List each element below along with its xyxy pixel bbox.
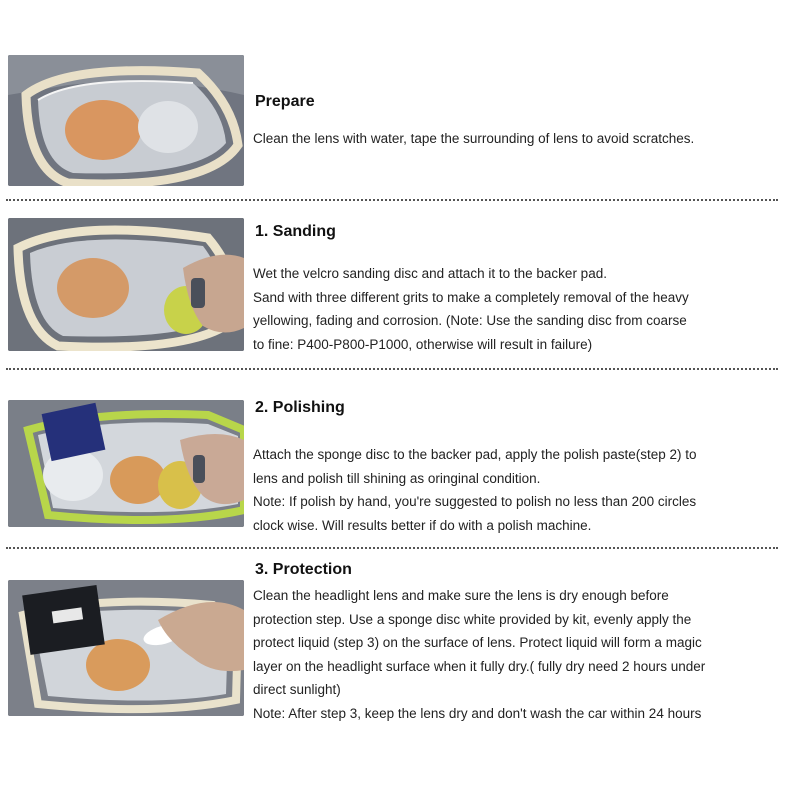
- step-description: [253, 262, 689, 356]
- description-line: lens and polish till shining as oringinal condition.: [253, 470, 541, 486]
- headlight-taped-photo: [8, 55, 244, 186]
- description-line: direct sunlight): [253, 682, 341, 697]
- step-description: [253, 584, 705, 725]
- step-description: [253, 127, 694, 151]
- description-line: Attach the sponge disc to the backer pad, apply the polish paste(step 2) to: [253, 447, 697, 462]
- sanding-photo: [8, 218, 244, 351]
- description-line: Sand with three different grits to make a completely removal of the heavy: [253, 289, 689, 305]
- description-line: Clean the lens with water, tape the surrounding of lens to avoid scratches.: [253, 131, 695, 146]
- step-title: 1. Sanding: [255, 223, 336, 240]
- description-line: to fine: P400-P800-P1000, otherwise will result in failure): [253, 336, 593, 352]
- description-line: Note: If polish by hand, you're suggested to polish no less than 200 circles: [253, 494, 697, 509]
- description-line: Clean the headlight lens and make sure the lens is dry enough before: [253, 588, 669, 603]
- section-divider: [6, 199, 778, 201]
- step-title: 3. Protection: [255, 561, 352, 578]
- step-description: [253, 443, 697, 537]
- description-line: Note: After step 3, keep the lens dry and don't wash the car within 24 hours: [253, 705, 702, 721]
- description-line: yellowing, fading and corrosion. (Note: Use the sanding disc from coarse: [253, 313, 687, 328]
- description-line: protection step. Use a sponge disc white provided by kit, evenly apply the: [253, 611, 692, 627]
- description-line: clock wise. Will results better if do with a polish machine.: [253, 517, 592, 533]
- step-title: 2. Polishing: [255, 399, 345, 416]
- section-divider: [6, 547, 778, 549]
- protection-photo: [8, 580, 244, 716]
- description-line: protect liquid (step 3) on the surface of lens. Protect liquid will form a magic: [253, 635, 702, 650]
- polishing-photo: [8, 400, 244, 527]
- description-line: Wet the velcro sanding disc and attach it to the backer pad.: [253, 266, 607, 281]
- step-title: Prepare: [255, 93, 315, 110]
- description-line: layer on the headlight surface when it fully dry.( fully dry need 2 hours under: [253, 658, 706, 674]
- section-divider: [6, 368, 778, 370]
